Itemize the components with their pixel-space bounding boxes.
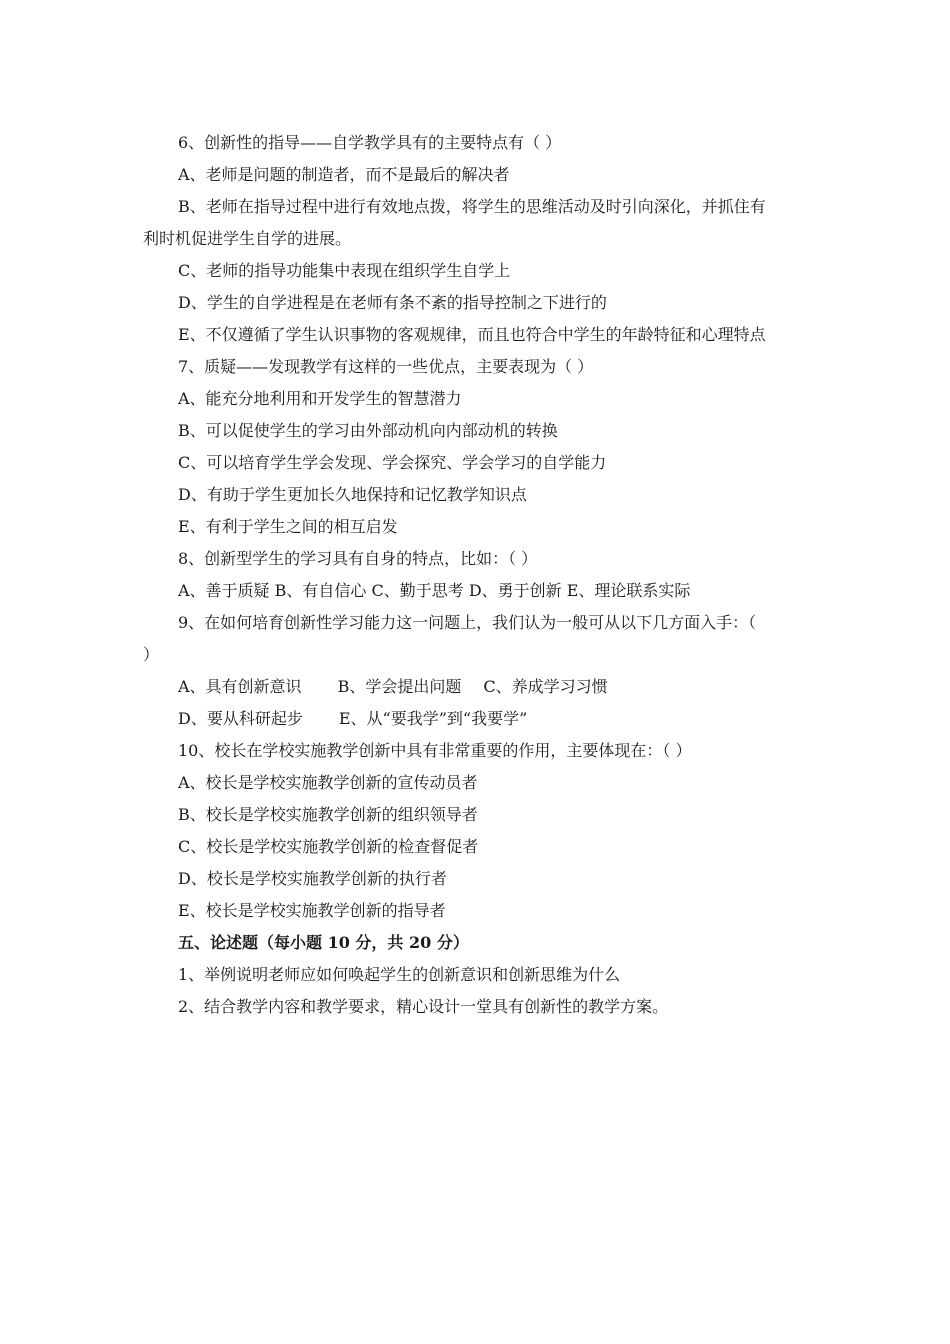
section5-question-1: 1、举例说明老师应如何唤起学生的创新意识和创新思维为什么 [178, 965, 621, 984]
q6-option-a: A、老师是问题的制造者，而不是最后的解决者 [178, 165, 510, 184]
q7-stem: 7、质疑——发现教学有这样的一些优点，主要表现为（ ） [178, 357, 594, 376]
q7-option-c: C、可以培育学生学会发现、学会探究、学会学习的自学能力 [178, 453, 607, 472]
q6-option-e: E、不仅遵循了学生认识事物的客观规律，而且也符合中学生的年龄特征和心理特点 [178, 325, 766, 344]
q7-option-d: D、有助于学生更加长久地保持和记忆教学知识点 [178, 485, 527, 504]
q6-option-b-line1: B、老师在指导过程中进行有效地点拨，将学生的思维活动及时引向深化，并抓住有 [178, 197, 766, 216]
q6-option-d: D、学生的自学进程是在老师有条不紊的指导控制之下进行的 [178, 293, 607, 312]
q7-option-b: B、可以促使学生的学习由外部动机向内部动机的转换 [178, 421, 558, 440]
q9-options-row2 [178, 709, 527, 729]
q7-option-a: A、能充分地利用和开发学生的智慧潜力 [178, 389, 462, 408]
q10-stem: 10、校长在学校实施教学创新中具有非常重要的作用，主要体现在：（ ） [178, 741, 692, 760]
q9-stem-line2: ） [143, 645, 160, 664]
q10-option-b: B、校长是学校实施教学创新的组织领导者 [178, 805, 478, 824]
q7-option-e: E、有利于学生之间的相互启发 [178, 517, 398, 536]
q9-option-a: A、具有创新意识 [178, 677, 302, 696]
q6-option-b-line2: 利时机促进学生自学的进展。 [143, 229, 352, 248]
q9-option-c: C、养成学习习惯 [483, 677, 608, 696]
section5-heading: 五、论述题（每小题 10 分，共 20 分） [178, 933, 469, 952]
q9-option-d: D、要从科研起步 [178, 709, 303, 728]
q6-stem: 6、创新性的指导——自学教学具有的主要特点有（ ） [178, 133, 562, 152]
q6-option-c: C、老师的指导功能集中表现在组织学生自学上 [178, 261, 511, 280]
q10-option-c: C、校长是学校实施教学创新的检查督促者 [178, 837, 479, 856]
q10-option-a: A、校长是学校实施教学创新的宣传动员者 [178, 773, 478, 792]
q9-stem-line1: 9、在如何培育创新性学习能力这一问题上，我们认为一般可从以下几方面入手：（ [178, 613, 757, 632]
section5-question-2: 2、结合教学内容和教学要求，精心设计一堂具有创新性的教学方案。 [178, 997, 669, 1016]
q9-option-e: E、从“要我学”到“我要学” [338, 709, 528, 728]
q10-option-e: E、校长是学校实施教学创新的指导者 [178, 901, 446, 920]
q9-option-b: B、学会提出问题 [337, 677, 462, 696]
q10-option-d: D、校长是学校实施教学创新的执行者 [178, 869, 447, 888]
q8-stem: 8、创新型学生的学习具有自身的特点，比如：（ ） [178, 549, 538, 568]
q9-options-row1 [178, 677, 608, 697]
q8-options: A、善于质疑 B、有自信心 C、勤于思考 D、勇于创新 E、理论联系实际 [178, 581, 691, 600]
